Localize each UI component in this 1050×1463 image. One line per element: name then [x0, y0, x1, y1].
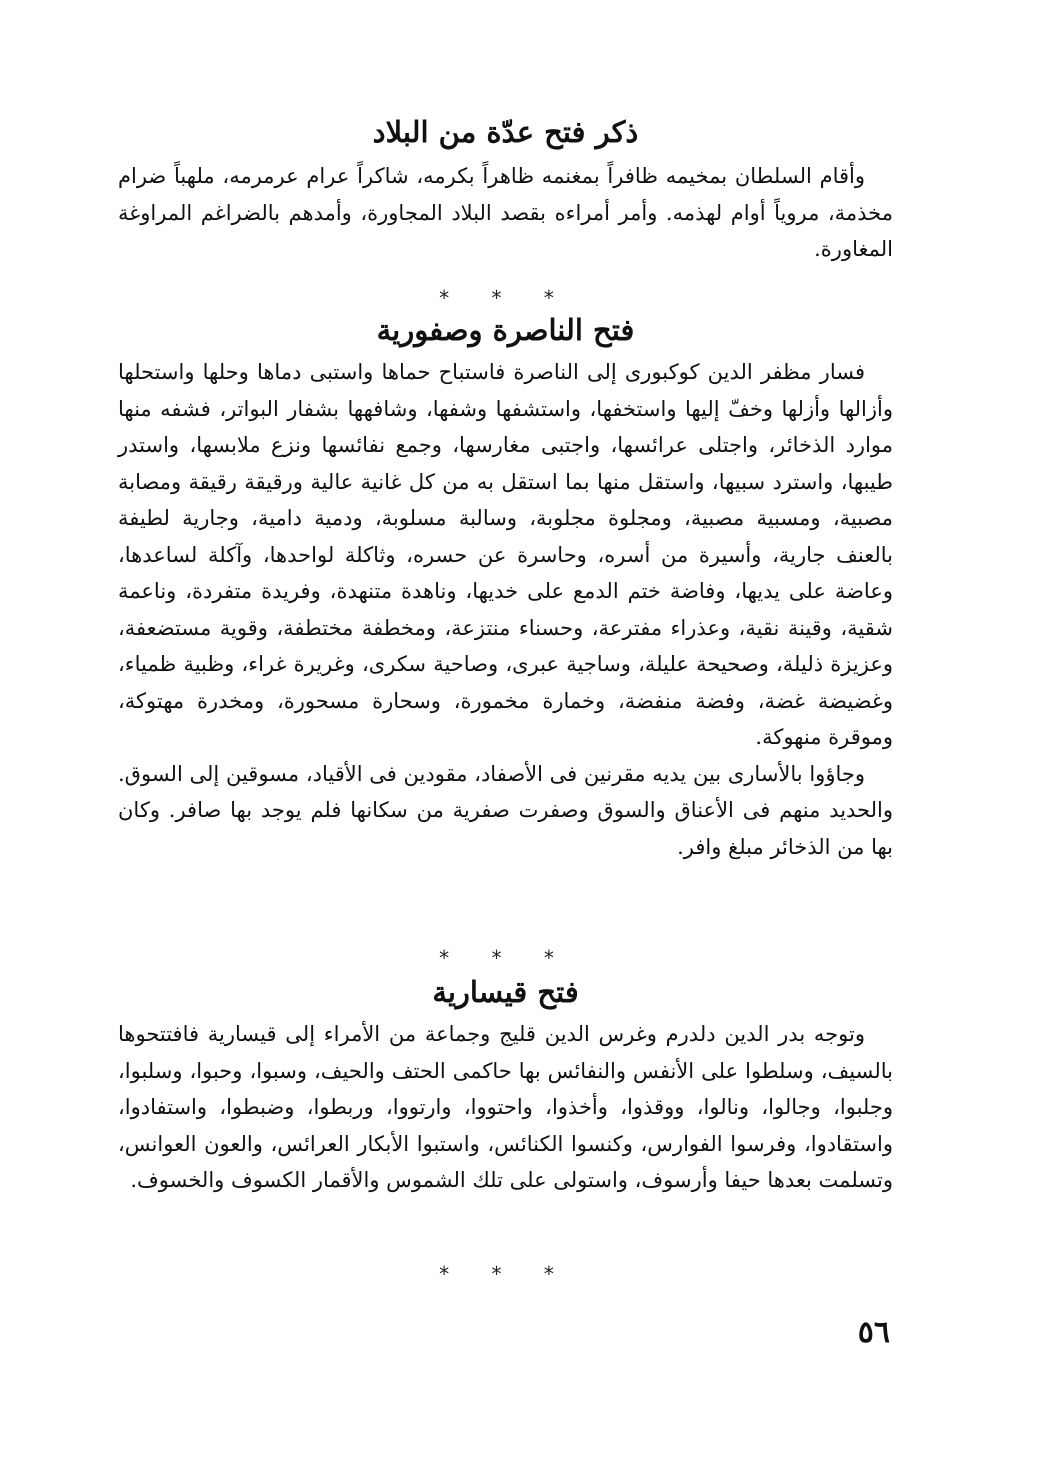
section-heading-conquest-of-towns: ذكر فتح عدّة من البلاد — [372, 115, 639, 149]
section-separator: * * * — [439, 946, 572, 970]
paragraph: وجاؤوا بالأسارى بين يديه مقرنين فى الأصفاد، مقودين فى الأقياد، مسوقين إلى السوق. والحديد منهم فى الأعناق والسوق وصفرت صفرية من سكانها فلم يوجد بها صافر. وكان بها من الذخائر مبلغ وافر. — [118, 761, 893, 859]
paragraph: فسار مظفر الدين كوكبورى إلى الناصرة فاستباح حماها واستبى دماها وحلها واستحلها وأزالها وأزلها وخفّ إليها واستخفها، واستشفها وشفها، وشافهها بشفار البواتر، فشفه منها موارد الذخائر، واجتلى عرائسها، واجتبى مغارسها، وجمع نفائسها ونزع ملابسها، واستدر طيبها، واسترد سبيها، واستقل منها بما استقل به من كل غانية عالية ورقيقة رقيقة ومصابة مصبية، ومسبية مصبية، ومجلوة مجلوبة، وسالبة مسلوبة، ودمية دامية، وجارية لطيفة بالعنف جارية، وأسيرة من أسره، وحاسرة عن حسره، وثاكلة لواحدها، وآكلة لساعدها، وعاضة على يديها، وفاضة ختم الدمع على خديها، وناهدة متنهدة، وفريدة متفردة، وناعمة شقية، وقينة نقية، وعذراء مفترعة، وحسناء منتزعة، ومخطفة مختطفة، وقوية مستضعفة، وعزيزة ذليلة، وصحيحة عليلة، وساجية عبرى، وصاحية سكرى، وغريرة غراء، وظبية ظمياء، وغضيضة غضة، وفضة منفضة، وخمارة مخمورة، وسحارة مسحورة، ومخدرة مهتوكة، وموقرة منهوكة. — [118, 360, 893, 749]
paragraph: وأقام السلطان بمخيمه ظافراً بمغنمه ظاهراً بكرمه، شاكراً عرام عرمرمه، ملهباً ضرام مخذمة، مروياً أوام لهذمه. وأمر أمراءه بقصد البلاد المجاورة، وأمدهم بالضراغم المراوغة المغاورة. — [118, 164, 893, 261]
section-heading-caesarea: فتح قيسارية — [432, 975, 579, 1009]
section-heading-nazareth-saffuriya: فتح الناصرة وصفورية — [376, 313, 635, 347]
page-number: ٥٦ — [857, 1315, 890, 1350]
section-separator: * * * — [439, 1262, 572, 1286]
section-body-conquest-of-towns — [118, 158, 893, 268]
section-body-caesarea — [118, 1016, 893, 1199]
section-separator: * * * — [439, 286, 572, 310]
section-body-nazareth-saffuriya — [118, 354, 893, 865]
paragraph: وتوجه بدر الدين دلدرم وغرس الدين قليج وجماعة من الأمراء إلى قيسارية فافتتحوها بالسيف، وسلطوا على الأنفس والنفائس بها حاكمى الحتف والحيف، وسبوا، وحبوا، وسلبوا، وجلبوا، وجالوا، ونالوا، ووقذوا، وأخذوا، واحتووا، وارتووا، وربطوا، وضبطوا، واستفادوا، واستقادوا، وفرسوا الفوارس، وكنسوا الكنائس، واستبوا الأبكار العرائس، والعون العوانس، وتسلمت بعدها حيفا وأرسوف، واستولى على تلك الشموس والأقمار الكسوف والخسوف. — [118, 1022, 893, 1192]
